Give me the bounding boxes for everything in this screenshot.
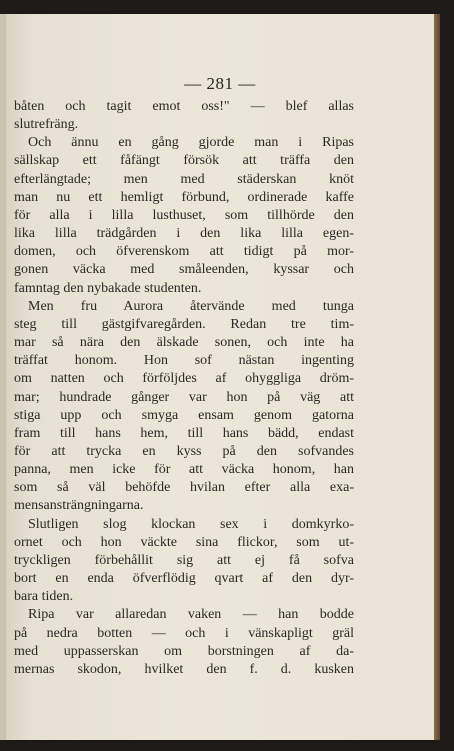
text-line: tryckligen förbehållit sig att ej få sofva [14,552,354,568]
text-line: för att trycka en kyss på den sofvandes [14,443,354,459]
text-line: slutrefräng. [14,117,79,133]
text-line: mar; hundrade gånger var hon på väg att [14,389,354,405]
text-line: sällskap ett fåfängt försök att träffa den [14,153,354,169]
text-line: famntag den nybakade studenten. [14,280,202,296]
text-line: lika lilla trädgården i den lika lilla egen- [14,226,354,242]
text-line: mernas skodon, hvilket den f. d. kusken [14,661,354,677]
text-line: träffat honom. Hon sof nästan ingenting [14,353,354,369]
text-line: steg till gästgifvaregården. Redan tre tim- [14,316,354,332]
page-number: — 281 — [184,74,256,93]
text-line: på nedra botten — och i vänskapligt gräl [14,625,354,641]
text-line: domen, och öfverenskom att tidigt på mor- [14,244,354,260]
text-line: med uppasserskan om borstningen af da- [14,643,354,659]
text-line: för alla i lilla lusthuset, som tillhörde den [14,207,354,223]
text-line: bara tiden. [14,589,74,605]
text-line: Men fru Aurora återvände med tunga [28,298,354,314]
text-line: Och ännu en gång gjorde man i Ripas [28,135,354,151]
text-line: bort en enda öfverflödig qvart af den dyr- [14,571,354,587]
text-line: mar så nära den älskade sonen, och inte ha [14,335,354,351]
body-text [14,98,354,679]
text-line: Ripa var allaredan vaken — han bodde [28,607,354,623]
text-line: som så väl behöfde hvilan efter alla exa- [14,480,354,496]
text-line: om natten och förföljdes af ohyggliga dröm- [14,371,354,387]
text-line: panna, men icke för att väcka honom, han [14,462,354,478]
book-cover-edge [434,14,440,740]
text-line: ornet och hon väckte sina flickor, som ut- [14,534,354,550]
text-line: Slutligen slog klockan sex i domkyrko- [28,516,354,532]
text-line: mensansträngningarna. [14,498,144,514]
text-line: man nu ett hemligt förbund, ordinerade kaffe [14,189,354,205]
page [6,14,434,740]
text-line: gonen väcka med småleenden, kyssar och [14,262,354,278]
text-line: efterlängtade; men med städerskan knöt [14,171,354,187]
text-line: stiga upp och smyga ensam genom gatorna [14,407,354,423]
text-line: fram till hans hem, till hans bädd, endast [14,425,354,441]
text-line: båten och tagit emot oss!" — blef allas [14,99,354,114]
